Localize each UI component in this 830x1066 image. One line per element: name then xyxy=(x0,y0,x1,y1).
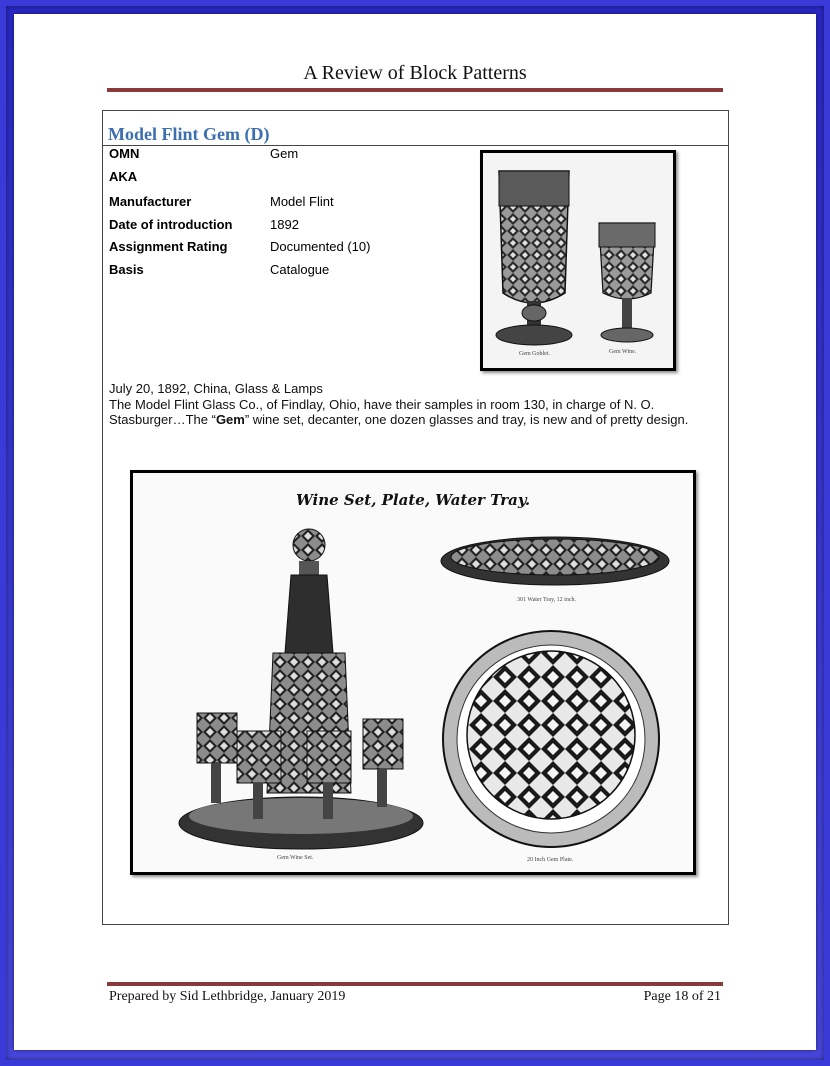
footer-author: Prepared by Sid Lethbridge, January 2019 xyxy=(109,989,346,1004)
info-value: Gem xyxy=(270,146,299,161)
info-label: Date of introduction xyxy=(109,217,233,232)
quote-text-after: ” wine set, decanter, one dozen glasses and tray, is new and of pretty design. xyxy=(244,412,689,427)
goblet-illustration xyxy=(483,153,673,368)
quote-text-bold: Gem xyxy=(215,412,245,427)
footer-rule xyxy=(107,982,723,986)
info-value: Catalogue xyxy=(270,262,330,277)
header-title: A Review of Block Patterns xyxy=(303,62,527,84)
quote-text-before: The Model Flint Glass Co., of Findlay, Ohio, have their samples in room 130, in charge of N. O. Stasburger…The “ xyxy=(109,396,655,427)
quote-block xyxy=(109,381,719,428)
info-value: 1892 xyxy=(270,217,299,232)
info-label: OMN xyxy=(109,146,140,161)
footer-page-number: Page 18 of 21 xyxy=(643,989,721,1004)
wine-caption: Gem Wine. xyxy=(609,349,637,355)
title-divider xyxy=(103,145,728,146)
info-label: Manufacturer xyxy=(109,194,192,209)
info-label: AKA xyxy=(109,169,138,184)
wine-set-illustration xyxy=(133,473,693,872)
section-title: Model Flint Gem (D) xyxy=(108,124,270,144)
info-label: Assignment Rating xyxy=(109,239,228,254)
glass-1 xyxy=(197,713,237,803)
wineset-caption: Gem Wine Set. xyxy=(277,855,314,861)
goblet-caption: Gem Goblet. xyxy=(519,351,550,357)
plate-caption: 20 Inch Gem Plate. xyxy=(527,857,574,863)
quote-text xyxy=(109,397,719,428)
info-value: Documented (10) xyxy=(270,239,371,254)
tray-caption: 301 Water Tray, 12 inch. xyxy=(517,597,577,603)
glass-4 xyxy=(363,719,403,807)
goblet-photo xyxy=(480,150,676,371)
info-value: Model Flint xyxy=(270,194,334,209)
info-label: Basis xyxy=(109,262,144,277)
quote-source: July 20, 1892, China, Glass & Lamps xyxy=(109,381,323,396)
header-rule xyxy=(107,88,723,92)
plate-heading: Wine Set, Plate, Water Tray. xyxy=(295,491,531,509)
wine-set-photo xyxy=(130,470,696,875)
